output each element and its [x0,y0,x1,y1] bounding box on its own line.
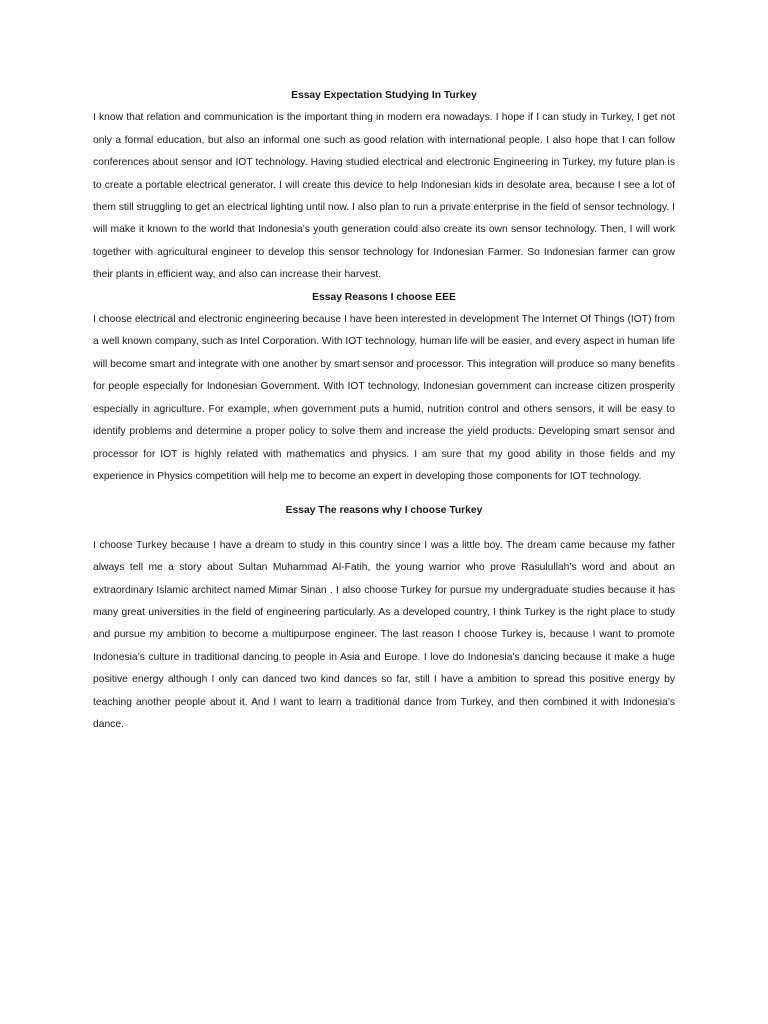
essay-expectation [93,85,675,287]
essay-title: Essay Expectation Studying In Turkey [291,90,477,101]
essay-body: I know that relation and communication is the important thing in modern era nowadays. I hope if I can study in Turkey, I get not only a formal education, but also an informal one such as good relation with international people. I also hope that I can follow conferences about sensor and IOT technology. Having studied electrical and electronic Engineering in Turkey, my future plan is to create a portable electrical generator. I will create this device to help Indonesian kids in desolate area, because I see a lot of them still struggling to get an electrical lighting until now. I also plan to run a private enterprise in the field of sensor technology. I will make it known to the world that Indonesia’s youth generation could also create its own sensor technology. Then, I will work together with agricultural engineer to develop this sensor technology for Indonesian Farmer. So Indonesian farmer can grow their plants in efficient way, and also can increase their harvest. [93,112,675,281]
document-page [93,85,675,736]
spacer [93,523,675,535]
spacer [93,488,675,500]
essay-title: Essay Reasons I choose EEE [312,291,456,303]
essay-body: I choose Turkey because I have a dream to study in this country since I was a little boy. The dream came because my father always tell me a story about Sultan Muhammad Al-Fatih, the young warrior who prove Rasulullah’s word and about an extraordinary Islamic architect named Mimar Sinan . I also choose Turkey for pursue my undergraduate studies because it has many great universities in the field of engineering particularly. As a developed country, I think Turkey is the right place to study and pursue my ambition to become a multipurpose engineer. The last reason I choose Turkey is, because I want to promote Indonesia’s culture in traditional dancing to people in Asia and Europe. I love do Indonesia’s dancing because it make a huge positive energy although I only can danced two kind dances so far, still I have a ambition to spread this positive energy by teaching another people about it. And I want to learn a traditional dance from Turkey, and then combined it with Indonesia’s dance. [93,539,675,730]
essay-reasons-turkey [93,500,675,736]
essay-reasons-eee [93,287,675,489]
essay-title: Essay The reasons why I choose Turkey [285,505,483,517]
essay-body: I choose electrical and electronic engineering because I have been interested in development The Internet Of Things (IOT) from a well known company, such as Intel Corporation. With IOT technology, human life will be easier, and every aspect in human life will become smart and integrate with one another by smart sensor and processor. This integration will produce so many benefits for people especially for Indonesian Government. With IOT technology, Indonesian government can increase citizen prosperity especially in agriculture. For example, when government puts a humid, nutrition control and others sensors, it will be easy to identify problems and determine a proper policy to solve them and increase the yield products. Developing smart sensor and processor for IOT is highly related with mathematics and physics. I am sure that my good ability in those fields and my experience in Physics competition will help me to become an expert in developing those components for IOT technology. [93,314,675,482]
